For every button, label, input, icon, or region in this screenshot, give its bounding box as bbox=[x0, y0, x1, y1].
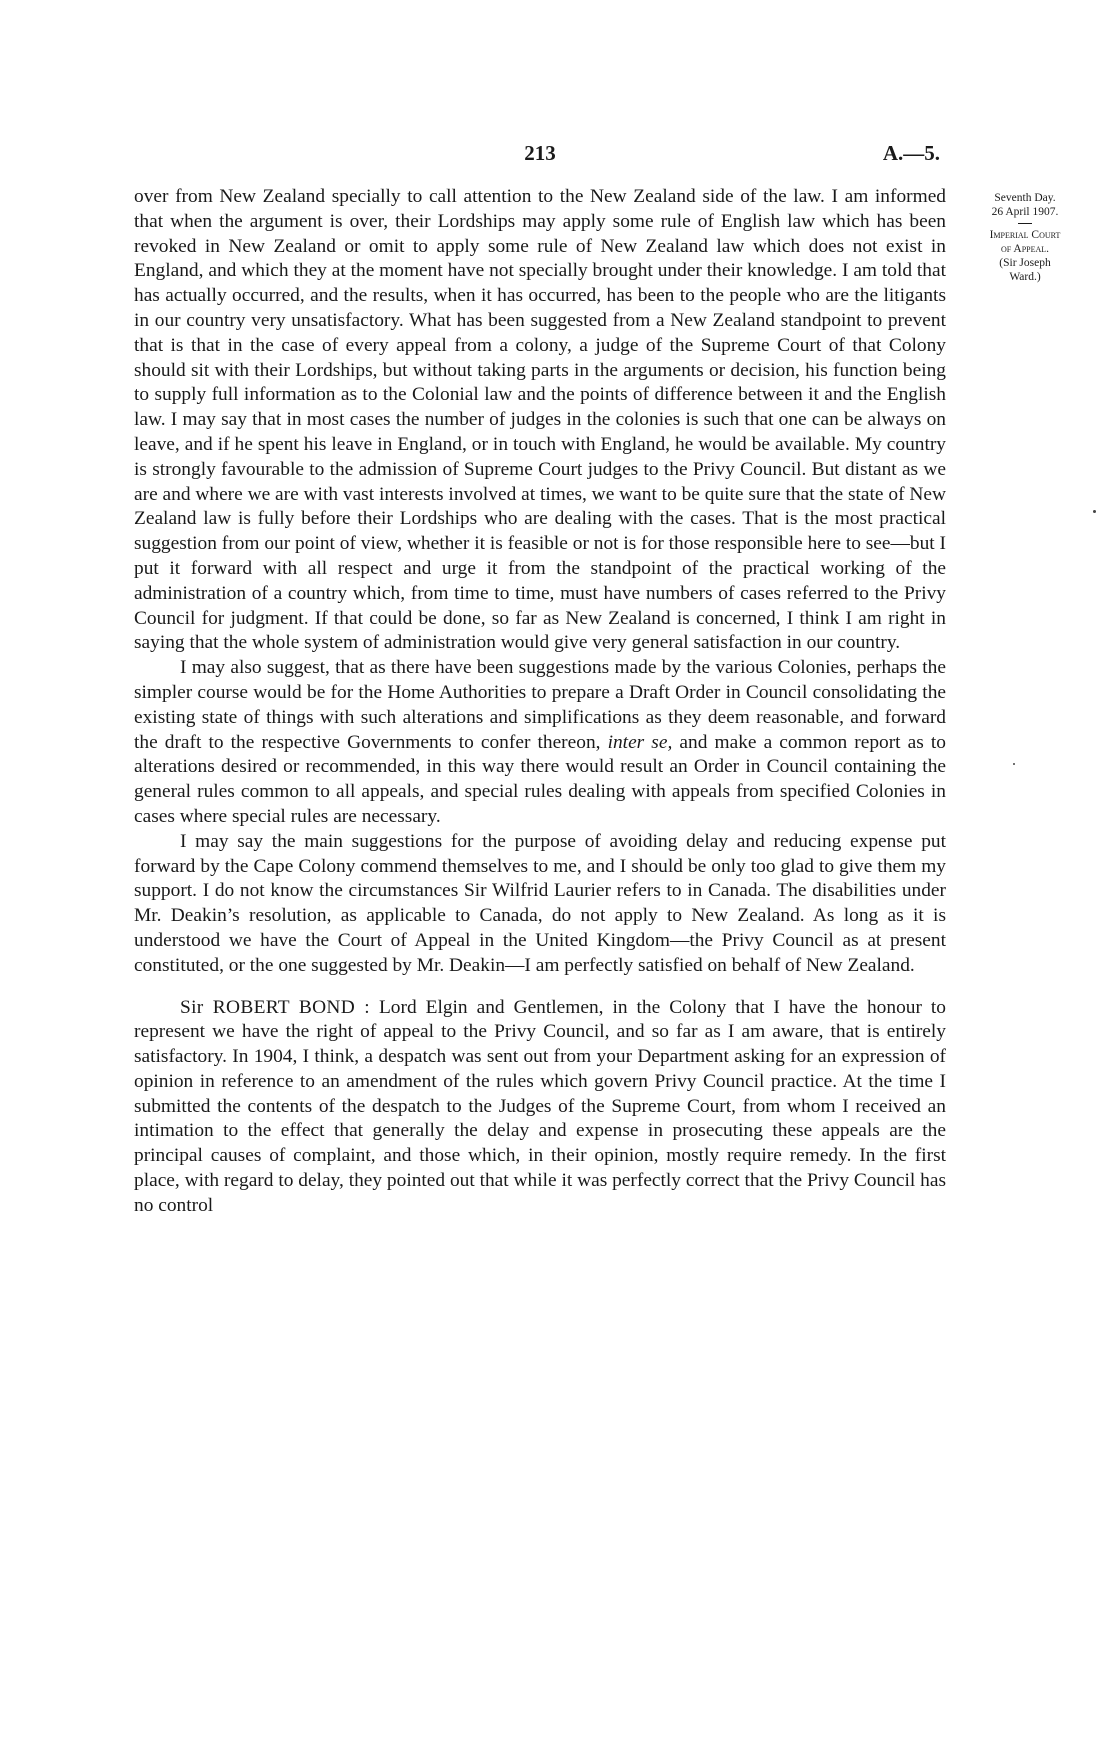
margin-subject-line-1: Imperial Court bbox=[989, 229, 1061, 241]
paragraph-ward-continued: over from New Zealand specially to call attention to the New Zealand side of the law. I am informed that when the argument is over, their Lordships may apply some rule of English law which has been revoked in New Zealand or omit to apply some rule of New Zealand law which does not exist in England, and which they at the moment have not specially brought under their knowledge. I am told that has actually occurred, and the results, when it has occurred, has been to the people who are the litigants in our country very unsatisfactory. What has been suggested from a New Zealand standpoint to prevent that is that in the case of every appeal from a colony, a judge of the Supreme Court of that Colony should sit with their Lordships, but without taking parts in the arguments or decision, his function being to supply full information as to the Colonial law and the points of difference between it and the English law. I may say that in most cases the number of judges in the colonies is such that one can be always on leave, and if he spent his leave in England, or in touch with England, he would be available. My country is strongly favourable to the admission of Supreme Court judges to the Privy Council. But distant as we are and where we are with vast interests involved at times, we want to be quite sure that the state of New Zealand law is fully before their Lordships who are dealing with the cases. That is the most practical suggestion from our point of view, whether it is feasible or not is for those responsible here to see—but I put it forward with all respect and urge it from the standpoint of the practical working of the administration of a country which, from time to time, must have numbers of cases referred to the Privy Council for judgment. If that could be done, so far as New Zealand is concerned, I think I am right in saying that the whole system of administration would give very general satisfaction in our country. bbox=[134, 186, 946, 654]
body-text bbox=[134, 185, 946, 1219]
page-header bbox=[140, 141, 940, 171]
margin-day: Seventh Day. bbox=[994, 192, 1056, 204]
paragraph-draft-order bbox=[134, 656, 946, 830]
margin-note bbox=[966, 191, 1084, 284]
speaker-name: Sir ROBERT BOND : bbox=[180, 996, 370, 1018]
page-number: 213 bbox=[524, 141, 556, 165]
margin-rule bbox=[1018, 223, 1032, 224]
paragraph-draft-order-before: I may also suggest, that as there have been suggestions made by the various Colonies, perhaps the simpler course would be for the Home Authorities to prepare a Draft Order in Council consolidating the existing state of things with such alterations and simplifications as they deem reasonable, and forward the draft to the respective Governments to confer thereon, bbox=[134, 657, 946, 753]
bond-speech-text: Lord Elgin and Gentlemen, in the Colony that I have the honour to represent we have the right of appeal to the Privy Council, and so far as I am aware, that is entirely satisfactory. In 1904, I think, a despatch was sent out from your Department asking for an expression of opinion in reference to an amendment of the rules which govern Privy Council practice. At the time I submitted the contents of the despatch to the Judges of the Supreme Court, from whom I received an intimation to the effect that generally the delay and expense in prosecuting these appeals are the principal causes of complaint, and those which, in their opinion, mostly require remedy. In the first place, with regard to delay, they pointed out that while it was perfectly correct that the Privy Council has no control bbox=[134, 996, 946, 1216]
margin-subject-line-2: of Appeal. bbox=[1000, 243, 1050, 255]
paper-reference: A.—5. bbox=[882, 141, 940, 165]
margin-speaker-line-2: Ward.) bbox=[1009, 271, 1041, 283]
scan-speck bbox=[1093, 510, 1096, 513]
paragraph-bond-speech bbox=[134, 996, 946, 1219]
margin-speaker-line-1: (Sir Joseph bbox=[999, 257, 1051, 269]
paragraph-main-suggestions: I may say the main suggestions for the purpose of avoiding delay and reducing expense put forward by the Cape Colony commend themselves to me, and I should be only too glad to give them my support. I do not know the circumstances Sir Wilfrid Laurier refers to in Canada. The disabilities under Mr. Deakin’s resolution, as applicable to Canada, do not apply to New Zealand. As long as it is understood we have the Court of Appeal in the United Kingdom—the Privy Council as at present constituted, or the one suggested by Mr. Deakin—I am perfectly satisfied on behalf of New Zealand. bbox=[134, 830, 946, 976]
scan-speck bbox=[1013, 763, 1015, 765]
latin-phrase: inter se, bbox=[607, 731, 673, 753]
margin-date: 26 April 1907. bbox=[991, 206, 1059, 218]
paragraph-draft-order-after: and make a common report as to alterations desired or recommended, in this way there would result an Order in Council containing the general rules common to all appeals, and special rules dealing with appeals from specified Colonies in cases where special rules are necessary. bbox=[134, 731, 946, 827]
